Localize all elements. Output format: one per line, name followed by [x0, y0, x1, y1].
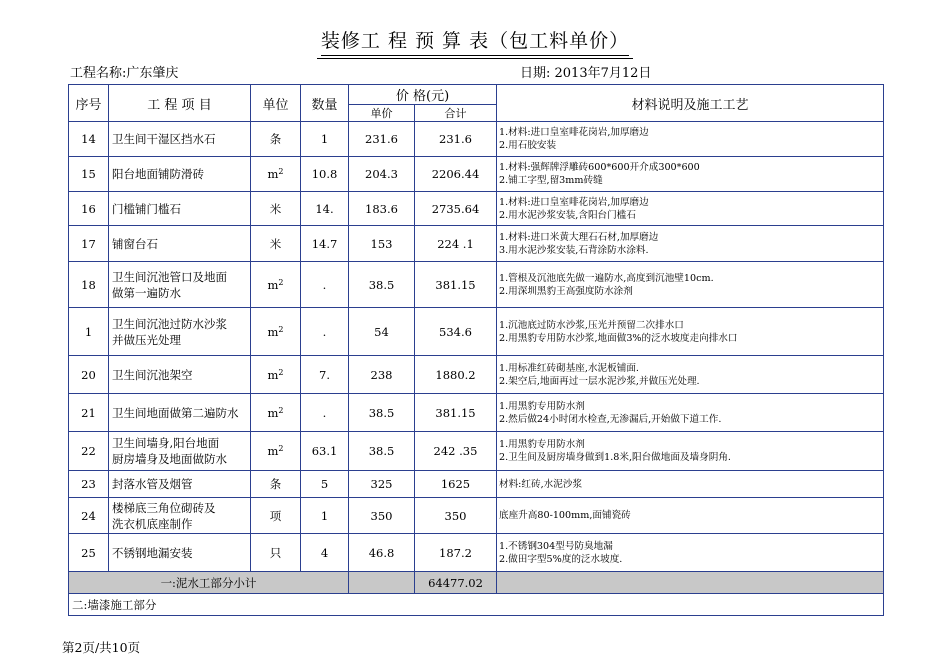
row-desc-line: 1.材料:进口皇室啡花岗岩,加厚磨边 [499, 127, 649, 138]
row-desc-line: 1.不锈钢304型号防臭地漏 [499, 540, 613, 552]
row-item-line: 阳台地面铺防滑砖 [112, 167, 204, 181]
row-desc-line: 2.架空后,地面再过一层水泥沙浆,并做压光处理. [499, 375, 700, 387]
row-item-line: 洗衣机底座制作 [112, 516, 193, 531]
row-unit [251, 192, 301, 226]
row-item [109, 226, 251, 262]
row-unit [251, 157, 301, 192]
header-desc: 材料说明及施工工艺 [497, 85, 884, 122]
table-row [69, 157, 884, 192]
row-desc-line: 1.材料:进口皇室啡花岗岩,加厚磨边 [499, 196, 649, 208]
row-price: 204.3 [349, 157, 415, 192]
row-item-line: 铺窗台石 [112, 236, 158, 251]
row-unit-sup: 2 [278, 444, 284, 453]
row-unit [251, 394, 301, 432]
row-item [109, 432, 251, 471]
row-qty: 7. [301, 356, 349, 394]
row-no: 20 [69, 356, 109, 394]
document-date: 日期: 2013年7月12日 [520, 66, 652, 81]
row-desc-line: 1.材料:强辉牌浮雕砖600*600开介成300*600 [499, 162, 700, 173]
row-desc [497, 122, 884, 157]
row-item [109, 394, 251, 432]
header-unit: 单位 [251, 85, 301, 122]
row-price: 238 [349, 356, 415, 394]
row-total: 187.2 [415, 534, 497, 572]
row-unit [251, 432, 301, 471]
row-item [109, 308, 251, 356]
row-no: 14 [69, 122, 109, 157]
row-total: 381.15 [415, 394, 497, 432]
row-price: 38.5 [349, 262, 415, 308]
row-desc-line: 2.做田字型5%度的泛水坡度. [499, 553, 623, 565]
row-item-line: 厨房墙身及地面做防水 [112, 452, 227, 466]
row-desc-line: 1.用黑豹专用防水剂 [499, 400, 585, 412]
row-item-line: 楼梯底三角位砌砖及 [112, 500, 216, 515]
row-item [109, 192, 251, 226]
row-no: 25 [69, 534, 109, 572]
row-no: 21 [69, 394, 109, 432]
row-price: 183.6 [349, 192, 415, 226]
page-title: 装修工 程 预 算 表（包工料单价） [0, 26, 950, 52]
row-unit [251, 356, 301, 394]
subtotal-desc [497, 572, 884, 594]
row-unit [251, 226, 301, 262]
row-price: 38.5 [349, 394, 415, 432]
row-total: 1880.2 [415, 356, 497, 394]
row-total: 231.6 [415, 122, 497, 157]
table-row [69, 534, 884, 572]
row-desc-line: 材料:红砖,水泥沙浆 [499, 478, 583, 490]
row-desc-line: 1.用标准红砖砌基座,水泥板铺面. [499, 362, 639, 374]
row-price: 46.8 [349, 534, 415, 572]
row-total: 381.15 [415, 262, 497, 308]
row-total: 1625 [415, 471, 497, 498]
header-total: 合计 [415, 105, 497, 122]
row-desc-line: 2.用水泥沙浆安装,含阳台门槛石 [499, 209, 636, 221]
row-qty: . [301, 394, 349, 432]
row-qty: . [301, 308, 349, 356]
row-desc [497, 498, 884, 534]
row-total: 534.6 [415, 308, 497, 356]
row-desc [497, 262, 884, 308]
table-row [69, 308, 884, 356]
row-desc-line: 1.沉池底过防水沙浆,压光并预留二次排水口 [499, 319, 684, 331]
row-item [109, 498, 251, 534]
row-qty: 5 [301, 471, 349, 498]
row-desc-line: 1.材料:进口米黄大理石石材,加厚磨边 [499, 231, 659, 243]
row-unit-text: m [267, 167, 279, 181]
row-item [109, 471, 251, 498]
row-total: 2206.44 [415, 157, 497, 192]
row-unit-text: 米 [269, 236, 282, 251]
row-total: 242 .35 [415, 432, 497, 471]
row-desc [497, 157, 884, 192]
row-unit-text: m [267, 405, 279, 420]
table-row [69, 432, 884, 471]
subtotal-label: 一:泥水工部分小计 [69, 572, 349, 594]
row-unit-text: m [267, 367, 279, 382]
row-desc [497, 356, 884, 394]
row-desc-line: 底座升高80-100mm,面铺瓷砖 [499, 510, 631, 521]
row-unit-sup: 2 [278, 367, 284, 377]
row-qty: 1 [301, 498, 349, 534]
row-no: 16 [69, 192, 109, 226]
subtotal-total: 64477.02 [415, 572, 497, 594]
row-desc-line: 3.用水泥沙浆安装,石背涂防水涂料. [499, 244, 649, 256]
row-desc-line: 1.管根及沉池底先做一遍防水,高度到沉池壁10cm. [499, 272, 714, 284]
row-desc [497, 192, 884, 226]
row-price: 231.6 [349, 122, 415, 157]
table-row [69, 356, 884, 394]
row-item-line: 卫生间干湿区挡水石 [112, 132, 216, 146]
row-unit-text: 米 [269, 201, 282, 216]
row-no: 22 [69, 432, 109, 471]
header-price: 价 格(元) [349, 85, 497, 105]
row-item [109, 356, 251, 394]
row-desc [497, 308, 884, 356]
row-unit-sup: 2 [278, 167, 284, 176]
row-unit-sup: 2 [278, 277, 284, 287]
row-unit [251, 471, 301, 498]
row-no: 15 [69, 157, 109, 192]
row-desc-line: 2.然后做24小时闭水检查,无渗漏后,开始做下道工作. [499, 413, 722, 425]
row-item-line: 卫生间墙身,阳台地面 [112, 436, 220, 450]
subtotal-row [69, 572, 884, 594]
table-row [69, 394, 884, 432]
row-qty: 14.7 [301, 226, 349, 262]
row-desc [497, 226, 884, 262]
row-no: 18 [69, 262, 109, 308]
row-qty: 63.1 [301, 432, 349, 471]
row-unit [251, 122, 301, 157]
row-desc-line: 2.卫生间及厨房墙身做到1.8米,阳台做地面及墙身阴角. [499, 452, 731, 463]
row-item-line: 做第一遍防水 [112, 285, 181, 300]
row-desc [497, 534, 884, 572]
row-price: 153 [349, 226, 415, 262]
row-no: 24 [69, 498, 109, 534]
table-row [69, 498, 884, 534]
row-unit-text: 项 [269, 508, 282, 523]
header-unit-price: 单价 [349, 105, 415, 122]
table-row [69, 192, 884, 226]
row-no: 23 [69, 471, 109, 498]
row-item-line: 并做压光处理 [112, 332, 181, 347]
table-row [69, 226, 884, 262]
row-qty: 14. [301, 192, 349, 226]
row-desc-line: 2.用深圳黑豹王高强度防水涂剂 [499, 285, 633, 297]
row-item-line: 卫生间沉池过防水沙浆 [112, 316, 227, 331]
row-qty: 1 [301, 122, 349, 157]
row-no: 1 [69, 308, 109, 356]
row-total: 350 [415, 498, 497, 534]
header-item: 工 程 项 目 [109, 85, 251, 122]
row-desc-line: 2.铺工字型,留3mm砖缝 [499, 175, 603, 186]
table-row [69, 262, 884, 308]
subtotal-price [349, 572, 415, 594]
row-item [109, 122, 251, 157]
row-desc-line: 2.用石胶安装 [499, 140, 557, 151]
row-price: 350 [349, 498, 415, 534]
row-item [109, 157, 251, 192]
row-item-line: 卫生间沉池架空 [112, 367, 193, 382]
row-desc-line: 1.用黑豹专用防水剂 [499, 439, 585, 450]
row-total: 224 .1 [415, 226, 497, 262]
row-no: 17 [69, 226, 109, 262]
row-desc [497, 394, 884, 432]
row-desc [497, 471, 884, 498]
row-item-line: 卫生间地面做第二遍防水 [112, 405, 239, 420]
row-desc-line: 2.用黑豹专用防水沙浆,地面做3%的泛水坡度走向排水口 [499, 332, 738, 344]
row-item-line: 不锈钢地漏安装 [112, 545, 193, 560]
row-desc [497, 432, 884, 471]
row-price: 325 [349, 471, 415, 498]
header-no: 序号 [69, 85, 109, 122]
row-item [109, 534, 251, 572]
project-name: 工程名称:广东肇庆 [70, 66, 179, 81]
table-row [69, 471, 884, 498]
row-item-line: 门槛铺门槛石 [112, 201, 181, 216]
page-footer: 第2页/共10页 [62, 640, 141, 655]
row-unit-text: m [267, 444, 279, 458]
row-unit-text: 条 [269, 477, 282, 491]
row-item [109, 262, 251, 308]
header-qty: 数量 [301, 85, 349, 122]
row-unit [251, 498, 301, 534]
table-row [69, 122, 884, 157]
section2-label: 二:墙漆施工部分 [69, 594, 884, 616]
row-item-line: 卫生间沉池管口及地面 [112, 269, 227, 284]
row-item-line: 封落水管及烟管 [112, 477, 193, 491]
row-unit [251, 262, 301, 308]
row-unit [251, 308, 301, 356]
row-qty: 4 [301, 534, 349, 572]
row-price: 54 [349, 308, 415, 356]
row-total: 2735.64 [415, 192, 497, 226]
row-qty: 10.8 [301, 157, 349, 192]
row-unit-text: m [267, 324, 279, 339]
section-row [69, 594, 884, 616]
row-price: 38.5 [349, 432, 415, 471]
row-qty: . [301, 262, 349, 308]
budget-table [68, 84, 884, 616]
row-unit-sup: 2 [278, 405, 284, 415]
row-unit-sup: 2 [278, 324, 284, 334]
row-unit [251, 534, 301, 572]
row-unit-text: m [267, 277, 279, 292]
row-unit-text: 只 [269, 545, 282, 560]
row-unit-text: 条 [269, 132, 282, 146]
